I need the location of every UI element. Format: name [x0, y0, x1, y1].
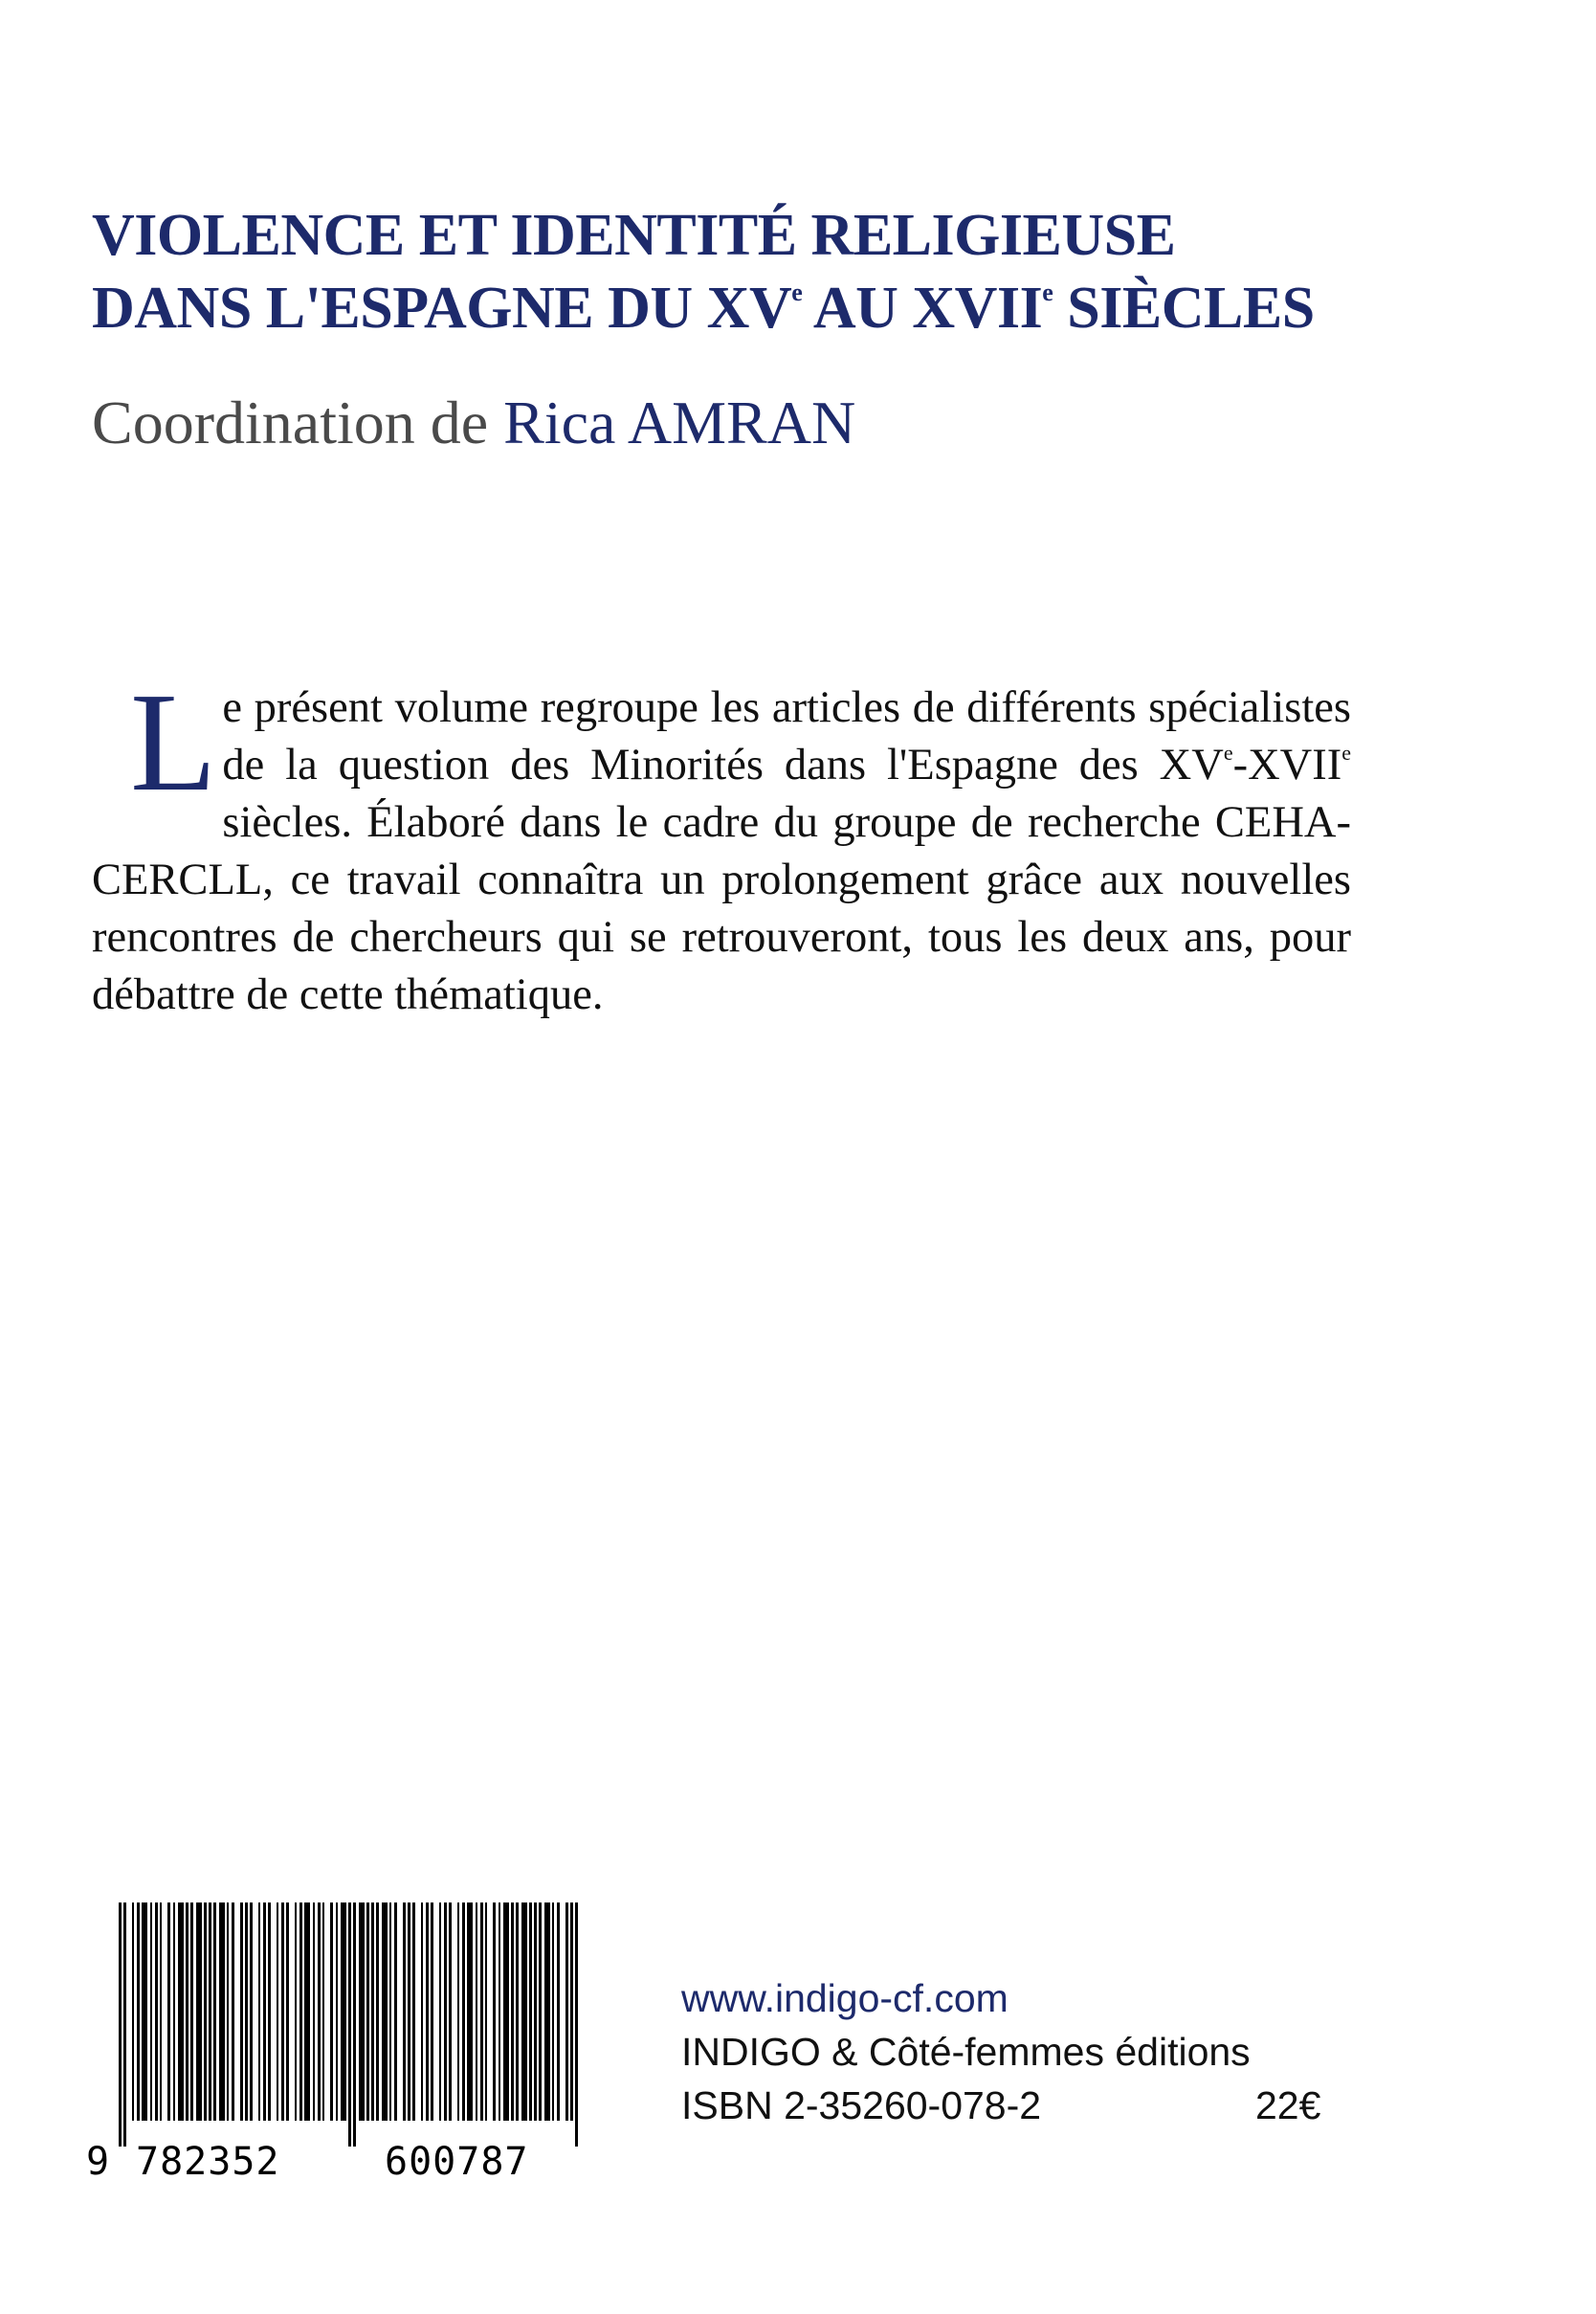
barcode	[86, 1902, 588, 2190]
barcode-bar	[330, 1902, 333, 2121]
barcode-bar	[232, 1902, 234, 2121]
barcode-bar	[142, 1902, 147, 2121]
barcode-bar	[123, 1902, 126, 2147]
barcode-bar	[412, 1902, 415, 2121]
barcode-bar	[295, 1902, 297, 2121]
barcode-bar	[190, 1902, 193, 2121]
barcode-bar	[263, 1902, 266, 2121]
barcode-bar	[499, 1902, 500, 2121]
barcode-bar	[277, 1902, 278, 2121]
barcode-bar	[439, 1902, 441, 2121]
barcode-bar	[408, 1902, 410, 2121]
barcode-bar	[348, 1902, 351, 2147]
barcode-digits-left: 782352	[136, 2140, 280, 2184]
barcode-bar	[493, 1902, 496, 2121]
barcode-bar	[353, 1902, 356, 2147]
barcode-bar	[268, 1902, 271, 2121]
barcode-bar	[539, 1902, 542, 2121]
barcode-bar	[480, 1902, 483, 2121]
barcode-bar	[213, 1902, 216, 2121]
barcode-bar	[341, 1902, 346, 2121]
barcode-bar	[521, 1902, 527, 2121]
barcode-bar	[119, 1902, 122, 2147]
barcode-bar	[150, 1902, 152, 2121]
coordinator-name: Rica AMRAN	[503, 389, 856, 456]
barcode-bar	[173, 1902, 175, 2121]
title-line-1: VIOLENCE ET IDENTITÉ RELIGIEUSE	[92, 203, 1176, 268]
title-line-2: DANS L'ESPAGNE DU XVe AU XVIIe SIÈCLES	[92, 276, 1315, 341]
publisher-info	[681, 1971, 1351, 2132]
barcode-bar	[204, 1902, 207, 2121]
barcode-bar	[529, 1902, 532, 2121]
barcode-bar	[403, 1902, 406, 2121]
barcode-digit-lead: 9	[86, 2140, 111, 2184]
barcode-bar	[359, 1902, 365, 2121]
barcode-bar	[322, 1902, 324, 2121]
barcode-bar	[299, 1902, 302, 2121]
barcode-bar	[394, 1902, 397, 2121]
book-title	[92, 199, 1508, 345]
barcode-bar	[313, 1902, 315, 2121]
barcode-bar	[421, 1902, 423, 2121]
barcode-bar	[178, 1902, 184, 2121]
isbn: ISBN 2-35260-078-2	[681, 2083, 1042, 2127]
coordination-line	[92, 388, 855, 458]
barcode-bar	[245, 1902, 248, 2121]
barcode-bar	[376, 1902, 379, 2121]
barcode-bar	[449, 1902, 452, 2121]
barcode-bar	[219, 1902, 225, 2121]
barcode-bar	[281, 1902, 284, 2121]
barcode-bar	[304, 1902, 310, 2121]
summary-paragraph: Le présent volume regroupe les articles de différents spécialistes de la question des Minorités dans l'Espagne des XVe-XVIIe siècles. Élaboré dans le cadre du groupe de recherche CEHA-CERCLL, ce travail connaîtra un prolongement grâce aux nouvelles rencontres de chercheurs qui se retrouveront, tous les deux ans, pour débattre de cette thématique.	[92, 664, 1351, 1019]
barcode-bar	[132, 1902, 134, 2121]
barcode-bar	[444, 1902, 447, 2121]
barcode-bar	[467, 1902, 473, 2121]
barcode-digits-right: 600787	[385, 2140, 529, 2184]
barcode-bar	[209, 1902, 211, 2121]
drop-cap: L	[130, 664, 217, 821]
barcode-bar	[534, 1902, 537, 2121]
barcode-bar	[186, 1902, 188, 2121]
barcode-bar	[516, 1902, 519, 2121]
barcode-bar	[227, 1902, 229, 2121]
coordination-label: Coordination de	[92, 389, 504, 456]
barcode-bar	[366, 1902, 369, 2121]
publisher-name: INDIGO & Côté-femmes éditions	[681, 2030, 1251, 2074]
barcode-bar	[476, 1902, 477, 2121]
barcode-bar	[431, 1902, 433, 2121]
barcode-bar	[258, 1902, 260, 2121]
barcode-bar	[511, 1902, 514, 2121]
barcode-bar	[485, 1902, 487, 2121]
barcode-bar	[557, 1902, 560, 2121]
barcode-bar	[544, 1902, 550, 2121]
barcode-bar	[389, 1902, 391, 2121]
barcode-bar	[336, 1902, 338, 2121]
barcode-bar	[240, 1902, 243, 2121]
barcode-bar	[318, 1902, 321, 2121]
barcode-bar	[250, 1902, 253, 2121]
barcode-bar	[196, 1902, 202, 2121]
barcode-bar	[167, 1902, 170, 2121]
barcode-bar	[160, 1902, 162, 2121]
barcode-bar	[286, 1902, 289, 2121]
publisher-url[interactable]: www.indigo-cf.com	[681, 1976, 1009, 2020]
barcode-bar	[552, 1902, 554, 2121]
barcode-bar	[503, 1902, 509, 2121]
isbn-row	[681, 2079, 1351, 2132]
barcode-bar	[570, 1902, 573, 2121]
barcode-bar	[575, 1902, 578, 2147]
barcode-bar	[371, 1902, 374, 2121]
barcode-bar	[426, 1902, 429, 2121]
barcode-bar	[462, 1902, 465, 2121]
barcode-bar	[565, 1902, 568, 2121]
barcode-bar	[382, 1902, 388, 2121]
price: 22€	[1255, 2083, 1321, 2127]
barcode-bar	[155, 1902, 158, 2121]
barcode-bars	[115, 1902, 588, 2147]
barcode-bar	[137, 1902, 140, 2121]
barcode-bar	[457, 1902, 459, 2121]
